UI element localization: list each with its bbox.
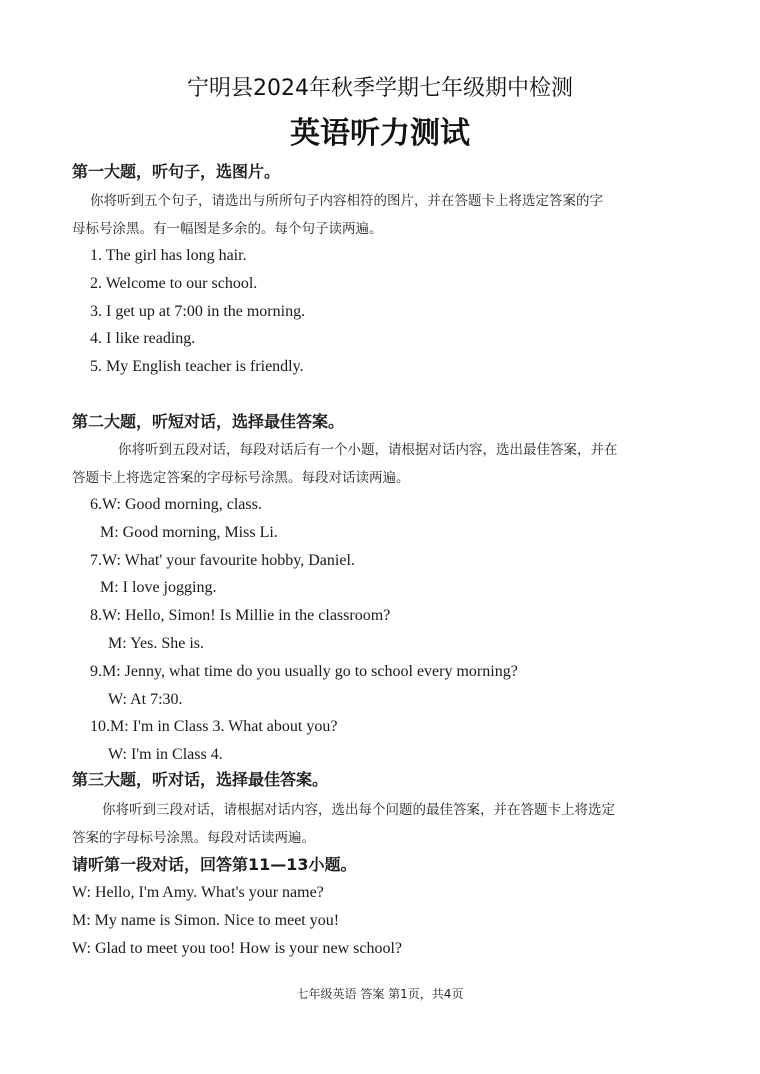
dialogue-line: M: Good morning, Miss Li. [100, 524, 278, 541]
page-footer: 七年级英语 答案 第1页，共4页 [296, 987, 464, 1001]
dialogue-line: M: Yes. She is. [108, 635, 205, 652]
sentence-1: 1. The girl has long hair. [90, 247, 247, 264]
section3-instruction [72, 796, 692, 852]
sentence-2: 2. Welcome to our school. [90, 275, 258, 292]
dialogue-line: 6.W: Good morning, class. [90, 496, 262, 513]
sentence-5: 5. My English teacher is friendly. [90, 358, 304, 375]
sentence-4: 4. I like reading. [90, 330, 196, 347]
section2-instruction-line2: 答题卡上将选定答案的字母标号涂黑。每段对话读两遍。 [72, 470, 410, 486]
section2-instruction-line1: 你将听到五段对话，每段对话后有一个小题，请根据对话内容，选出最佳答案，并在 [118, 442, 618, 458]
dialogue-line: W: Glad to meet you too! How is your new school? [72, 940, 403, 957]
dialogue-line: 9.M: Jenny, what time do you usually go to school every morning? [90, 663, 518, 680]
dialogue-line: W: Hello, I'm Amy. What's your name? [72, 884, 324, 901]
exam-subtitle: 英语听力测试 [290, 116, 470, 151]
section1-heading: 第一大题，听句子，选图片。 [72, 162, 281, 181]
section3-heading: 第三大题，听对话，选择最佳答案。 [72, 770, 329, 789]
section1-instruction-line1: 你将听到五个句子，请选出与所所句子内容相符的图片，并在答题卡上将选定答案的字 [90, 193, 603, 209]
dialogue-line: 10.M: I'm in Class 3. What about you? [90, 718, 338, 735]
sentence-3: 3. I get up at 7:00 in the morning. [90, 303, 306, 320]
dialogue-line: M: I love jogging. [100, 579, 217, 596]
dialogue-line: 8.W: Hello, Simon! Is Millie in the classroom? [90, 607, 391, 624]
section3-subheading: 请听第一段对话，回答第11—13小题。 [72, 855, 357, 874]
exam-title: 宁明县2024年秋季学期七年级期中检测 [187, 76, 573, 101]
section2-instruction [72, 436, 692, 492]
section1-instruction-line2: 母标号涂黑。有一幅图是多余的。每个句子读两遍。 [72, 221, 383, 237]
section2-heading: 第二大题，听短对话，选择最佳答案。 [72, 412, 345, 431]
dialogue-line: M: My name is Simon. Nice to meet you! [72, 912, 340, 929]
dialogue-line: 7.W: What' your favourite hobby, Daniel. [90, 552, 355, 569]
section3-instruction-line1: 你将听到三段对话，请根据对话内容，选出每个问题的最佳答案，并在答题卡上将选定 [102, 802, 615, 818]
dialogue-line: W: I'm in Class 4. [108, 746, 223, 763]
section1-instruction [72, 187, 692, 243]
dialogue-line: W: At 7:30. [108, 691, 183, 708]
section3-instruction-line2: 答案的字母标号涂黑。每段对话读两遍。 [72, 830, 315, 846]
